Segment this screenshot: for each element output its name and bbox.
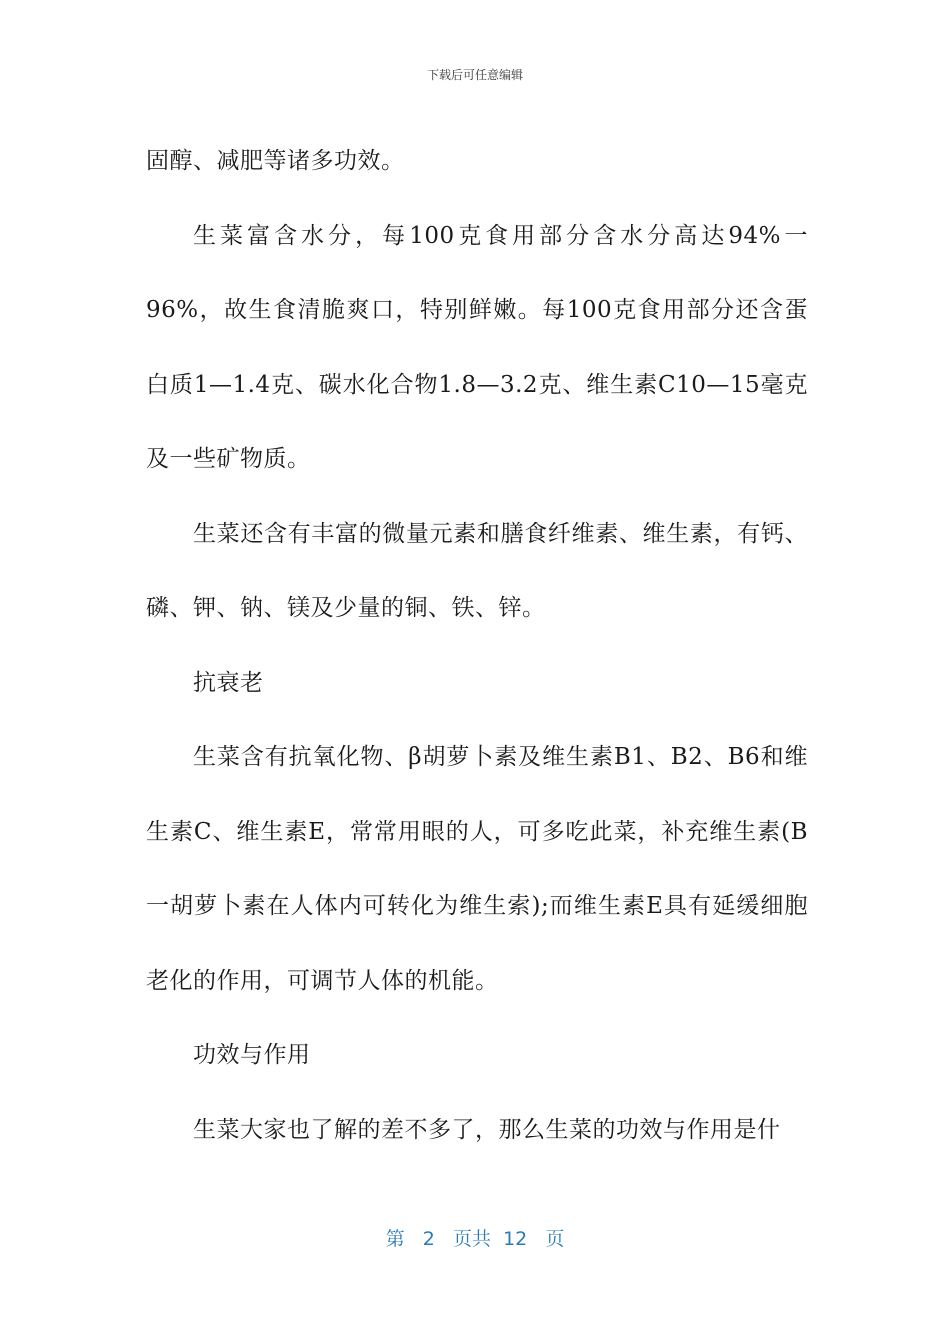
- paragraph-2: 生菜富含水分，每100克食用部分含水分高达94%一96%，故生食清脆爽口，特别鲜嫩。每100克食用部分还含蛋白质1—1.4克、碳水化合物1.8—3.2克、维生素C10—15毫克及一些矿物质。: [146, 222, 808, 472]
- footer-prefix: 第: [385, 1228, 405, 1250]
- paragraph-5: 生菜含有抗氧化物、β胡萝卜素及维生素B1、B2、B6和维生素C、维生素E，常常用眼的人，可多吃此菜，补充维生素(B一胡萝卜素在人体内可转化为维生索);而维生素E具有延缓细胞老化的作用，可调节人体的机能。: [146, 744, 808, 994]
- page-header: 下载后可任意编辑: [426, 68, 523, 82]
- paragraph-1: 固醇、减肥等诸多功效。: [146, 148, 405, 174]
- current-page-number: 2: [422, 1228, 435, 1250]
- page-footer: [0, 1224, 950, 1251]
- section-heading-anti-aging: 抗衰老: [193, 669, 264, 696]
- paragraph-3: 生菜还含有丰富的微量元素和膳食纤维素、维生素，有钙、磷、钾、钠、镁及少量的铜、铁、锌。: [146, 520, 808, 621]
- total-pages-number: 12: [503, 1228, 528, 1250]
- paragraph-7: 生菜大家也了解的差不多了，那么生菜的功效与作用是什: [193, 1116, 781, 1143]
- footer-suffix: 页: [545, 1228, 565, 1250]
- document-body: [146, 124, 808, 1167]
- footer-middle: 页共: [452, 1228, 491, 1250]
- section-heading-effects: 功效与作用: [193, 1042, 311, 1068]
